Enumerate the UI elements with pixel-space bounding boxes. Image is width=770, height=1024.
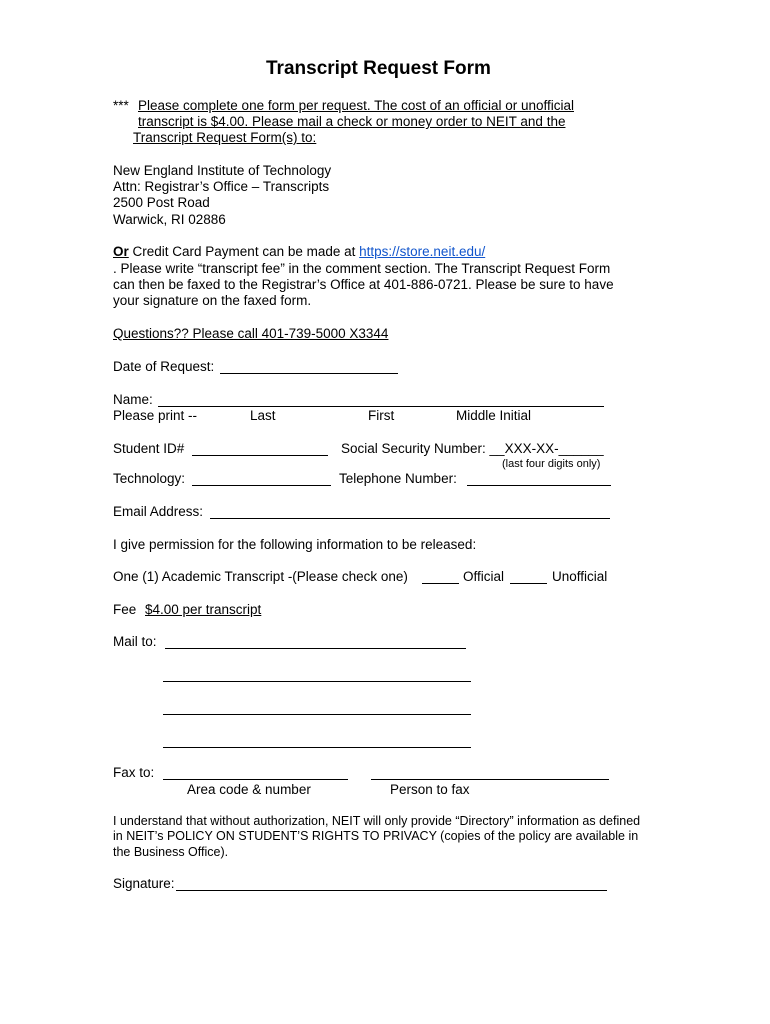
address-line-4: Warwick, RI 02886 — [113, 212, 226, 227]
unofficial-check-field[interactable] — [510, 583, 547, 584]
mail-address-line-1[interactable] — [165, 648, 466, 649]
fax-to-label: Fax to: — [113, 765, 155, 780]
mail-address-line-3[interactable] — [163, 714, 471, 715]
please-print-label: Please print -- — [113, 408, 198, 423]
official-label: Official — [463, 569, 505, 584]
permission-text: I give permission for the following information to be released: — [113, 537, 477, 552]
payment-or: Or — [113, 244, 129, 259]
telephone-field[interactable] — [467, 485, 611, 486]
email-field[interactable] — [210, 518, 610, 519]
disclaimer-line-3: the Business Office). — [113, 845, 229, 859]
intro-line-3: Transcript Request Form(s) to: — [133, 130, 317, 145]
ssn-label: Social Security Number: __XXX-XX-______ — [341, 441, 604, 456]
student-id-field[interactable] — [192, 455, 328, 456]
telephone-label: Telephone Number: — [339, 471, 457, 486]
store-link[interactable]: https://store.neit.edu/ — [359, 244, 486, 259]
intro-line-2: transcript is $4.00. Please mail a check or money order to NEIT and the — [138, 114, 566, 129]
payment-text: Credit Card Payment can be made at — [128, 244, 360, 259]
payment-line-4: your signature on the faxed form. — [113, 293, 312, 308]
transcript-text: One (1) Academic Transcript -(Please check one) — [113, 569, 408, 584]
mail-address-line-4[interactable] — [163, 747, 471, 748]
technology-field[interactable] — [192, 485, 331, 486]
address-line-1: New England Institute of Technology — [113, 163, 332, 178]
address-line-3: 2500 Post Road — [113, 195, 210, 210]
ssn-hint: (last four digits only) — [502, 458, 601, 470]
last-name-label: Last — [250, 408, 276, 423]
official-check-field[interactable] — [422, 583, 459, 584]
area-code-label: Area code & number — [187, 782, 311, 797]
intro-stars: *** — [113, 98, 129, 113]
page-title: Transcript Request Form — [266, 58, 491, 79]
date-field[interactable] — [220, 373, 398, 374]
payment-line-2: . Please write “transcript fee” in the comment section. The Transcript Request Form — [113, 261, 611, 276]
payment-line-3: can then be faxed to the Registrar’s Office at 401-886-0721. Please be sure to have — [113, 277, 614, 292]
signature-field[interactable] — [176, 890, 607, 891]
intro-line-1: Please complete one form per request. The cost of an official or unofficial — [138, 98, 574, 113]
technology-label: Technology: — [113, 471, 186, 486]
fee-label: Fee — [113, 602, 137, 617]
fee-value: $4.00 per transcript — [145, 602, 262, 617]
name-field[interactable] — [158, 406, 604, 407]
email-label: Email Address: — [113, 504, 204, 519]
mail-address-line-2[interactable] — [163, 681, 471, 682]
mail-to-label: Mail to: — [113, 634, 157, 649]
first-name-label: First — [368, 408, 395, 423]
fax-person-field[interactable] — [371, 779, 609, 780]
student-id-label: Student ID# — [113, 441, 185, 456]
date-label: Date of Request: — [113, 359, 215, 374]
address-line-2: Attn: Registrar’s Office – Transcripts — [113, 179, 330, 194]
middle-initial-label: Middle Initial — [456, 408, 532, 423]
questions-text: Questions?? Please call 401-739-5000 X3344 — [113, 326, 389, 341]
person-to-fax-label: Person to fax — [390, 782, 470, 797]
payment-line-1 — [113, 244, 485, 260]
signature-label: Signature: — [113, 876, 175, 891]
disclaimer-line-2: in NEIT’s POLICY ON STUDENT’S RIGHTS TO PRIVACY (copies of the policy are available in — [113, 829, 639, 843]
fax-number-field[interactable] — [163, 779, 348, 780]
unofficial-label: Unofficial — [552, 569, 608, 584]
name-label: Name: — [113, 392, 153, 407]
disclaimer-line-1: I understand that without authorization, NEIT will only provide “Directory” information as defined — [113, 814, 641, 828]
